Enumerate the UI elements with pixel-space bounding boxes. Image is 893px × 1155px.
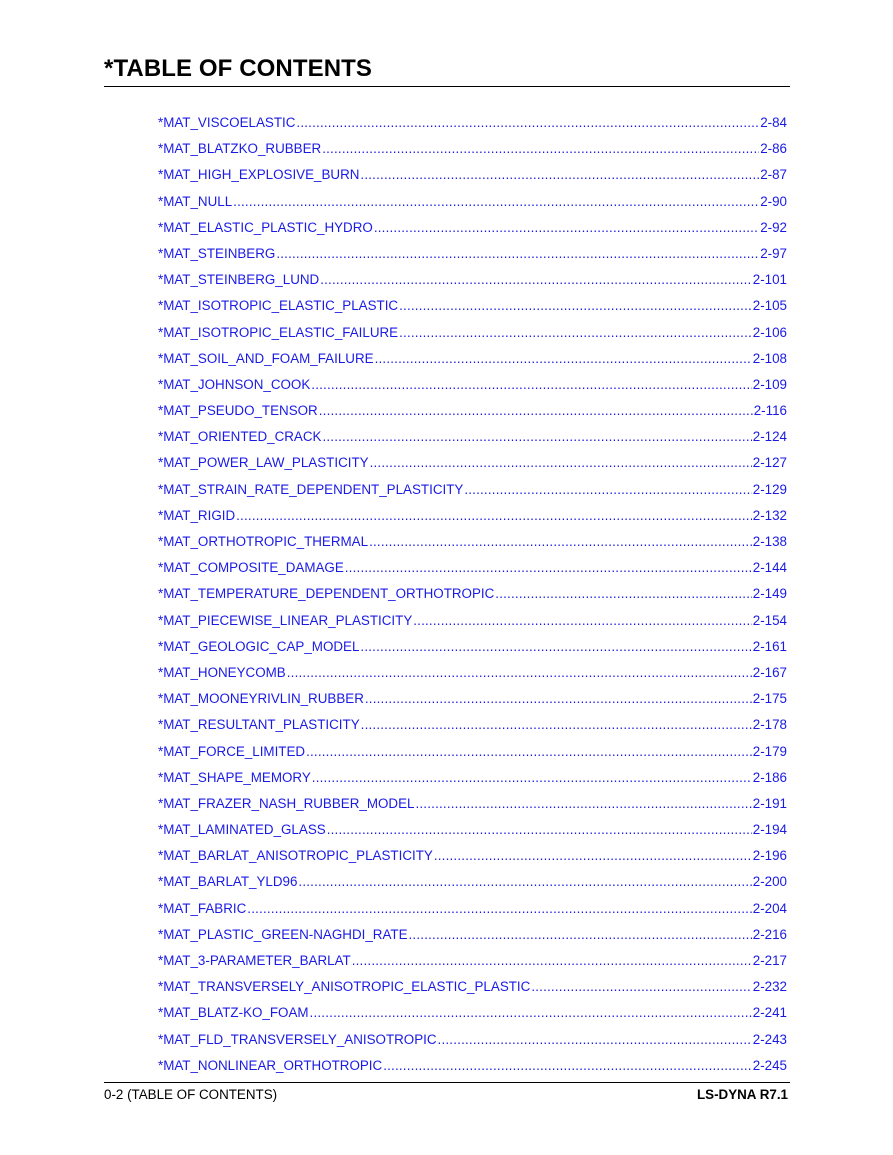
toc-entry-page-number[interactable]: 2-129 bbox=[752, 481, 787, 497]
toc-entry[interactable] bbox=[158, 925, 787, 951]
toc-entry[interactable] bbox=[158, 794, 787, 820]
toc-entry-page-number[interactable]: 2-116 bbox=[753, 403, 787, 419]
toc-entry-label[interactable]: *MAT_FLD_TRANSVERSELY_ANISOTROPIC bbox=[158, 1031, 437, 1047]
toc-entry[interactable] bbox=[158, 375, 787, 401]
toc-entry[interactable] bbox=[158, 244, 787, 270]
toc-entry-page-number[interactable]: 2-87 bbox=[760, 167, 787, 183]
toc-entry-page-number[interactable]: 2-178 bbox=[752, 717, 787, 733]
toc-entry-page-number[interactable]: 2-216 bbox=[752, 926, 787, 942]
toc-entry[interactable] bbox=[158, 323, 787, 349]
toc-entry-label[interactable]: *MAT_LAMINATED_GLASS bbox=[158, 822, 326, 838]
toc-entry-page-number[interactable]: 2-127 bbox=[752, 455, 787, 471]
toc-entry-page-number[interactable]: 2-191 bbox=[752, 795, 787, 811]
toc-entry-label[interactable]: *MAT_POWER_LAW_PLASTICITY bbox=[158, 455, 369, 471]
toc-entry-page-number[interactable]: 2-175 bbox=[752, 691, 787, 707]
toc-dot-leader bbox=[322, 139, 759, 159]
toc-entry-page-number[interactable]: 2-105 bbox=[752, 298, 787, 314]
toc-entry-page-number[interactable]: 2-84 bbox=[760, 115, 787, 130]
toc-entry-label[interactable]: *MAT_SOIL_AND_FOAM_FAILURE bbox=[158, 350, 374, 366]
toc-entry-label[interactable]: *MAT_ELASTIC_PLASTIC_HYDRO bbox=[158, 219, 373, 235]
toc-entry-label[interactable]: *MAT_VISCOELASTIC bbox=[158, 115, 296, 130]
toc-entry[interactable] bbox=[158, 480, 787, 506]
toc-entry[interactable] bbox=[158, 506, 787, 532]
toc-entry-page-number[interactable]: 2-241 bbox=[752, 1005, 787, 1021]
toc-entry-page-number[interactable]: 2-154 bbox=[752, 612, 787, 628]
toc-dot-leader bbox=[322, 427, 751, 447]
toc-entry-label[interactable]: *MAT_HONEYCOMB bbox=[158, 664, 286, 680]
toc-entry-label[interactable]: *MAT_FORCE_LIMITED bbox=[158, 743, 306, 759]
toc-entry[interactable] bbox=[158, 872, 787, 898]
toc-entry-page-number[interactable]: 2-243 bbox=[752, 1031, 787, 1047]
toc-entry-label[interactable]: *MAT_NONLINEAR_ORTHOTROPIC bbox=[158, 1057, 383, 1073]
toc-entry-page-number[interactable]: 2-161 bbox=[752, 638, 787, 654]
toc-entry[interactable] bbox=[158, 192, 787, 218]
toc-entry-page-number[interactable]: 2-90 bbox=[760, 193, 787, 209]
toc-entry-label[interactable]: *MAT_RIGID bbox=[158, 507, 236, 523]
toc-dot-leader bbox=[360, 165, 759, 185]
toc-entry-page-number[interactable]: 2-108 bbox=[752, 350, 787, 366]
toc-entry[interactable] bbox=[158, 1056, 787, 1082]
toc-dot-leader bbox=[276, 244, 759, 264]
toc-entry[interactable] bbox=[158, 218, 787, 244]
toc-dot-leader bbox=[374, 218, 759, 238]
toc-entry[interactable] bbox=[158, 139, 787, 165]
toc-entry-page-number[interactable]: 2-245 bbox=[752, 1057, 787, 1073]
toc-entry[interactable] bbox=[158, 1003, 787, 1029]
toc-entry[interactable] bbox=[158, 820, 787, 846]
toc-entry[interactable] bbox=[158, 768, 787, 794]
toc-dot-leader bbox=[287, 663, 752, 683]
toc-dot-leader bbox=[360, 637, 751, 657]
toc-entry-label[interactable]: *MAT_BLATZ-KO_FOAM bbox=[158, 1005, 309, 1021]
toc-entry-label[interactable]: *MAT_STEINBERG bbox=[158, 245, 276, 261]
toc-entry[interactable] bbox=[158, 401, 787, 427]
toc-entry-label[interactable]: *MAT_STEINBERG_LUND bbox=[158, 272, 320, 288]
toc-entry-page-number[interactable]: 2-194 bbox=[752, 822, 787, 838]
toc-entry-label[interactable]: *MAT_TRANSVERSELY_ANISOTROPIC_ELASTIC_PLASTIC bbox=[158, 979, 531, 995]
toc-dot-leader bbox=[306, 742, 752, 762]
toc-entry-label[interactable]: *MAT_PSEUDO_TENSOR bbox=[158, 403, 318, 419]
toc-dot-leader bbox=[311, 375, 751, 395]
toc-dot-leader bbox=[399, 323, 752, 343]
toc-entry[interactable] bbox=[158, 349, 787, 375]
toc-dot-leader bbox=[327, 820, 752, 840]
toc-entry-page-number[interactable]: 2-232 bbox=[752, 979, 787, 995]
toc-dot-leader bbox=[370, 453, 752, 473]
toc-entry[interactable] bbox=[158, 296, 787, 322]
toc-entry-page-number[interactable]: 2-132 bbox=[752, 507, 787, 523]
toc-entry[interactable] bbox=[158, 165, 787, 191]
toc-entry[interactable] bbox=[158, 558, 787, 584]
toc-entry-label[interactable]: *MAT_RESULTANT_PLASTICITY bbox=[158, 717, 360, 733]
toc-dot-leader bbox=[369, 532, 752, 552]
toc-entry[interactable] bbox=[158, 453, 787, 479]
toc-entry-page-number[interactable]: 2-200 bbox=[752, 874, 787, 890]
toc-entry-label[interactable]: *MAT_ORTHOTROPIC_THERMAL bbox=[158, 534, 369, 549]
toc-entry-label[interactable]: *MAT_3-PARAMETER_BARLAT bbox=[158, 953, 351, 968]
toc-entry-page-number[interactable]: 2-144 bbox=[752, 560, 787, 576]
toc-dot-leader bbox=[312, 768, 752, 788]
toc-dot-leader bbox=[409, 925, 752, 945]
toc-entry[interactable] bbox=[158, 584, 787, 610]
toc-entry-label[interactable]: *MAT_HIGH_EXPLOSIVE_BURN bbox=[158, 167, 360, 183]
toc-entry-page-number[interactable]: 2-204 bbox=[752, 900, 787, 916]
page-header bbox=[104, 54, 790, 87]
toc-dot-leader bbox=[345, 558, 752, 578]
toc-dot-leader bbox=[365, 689, 752, 709]
toc-entry[interactable] bbox=[158, 1030, 787, 1056]
toc-entry[interactable] bbox=[158, 846, 787, 872]
toc-entry-page-number[interactable]: 2-106 bbox=[752, 324, 787, 340]
toc-entry-label[interactable]: *MAT_PLASTIC_GREEN-NAGHDI_RATE bbox=[158, 926, 408, 942]
toc-entry-label[interactable]: *MAT_FABRIC bbox=[158, 900, 247, 916]
toc-entry-page-number[interactable]: 2-97 bbox=[760, 245, 787, 261]
footer-product-label: LS-DYNA R7.1 bbox=[696, 1087, 788, 1102]
toc-dot-leader bbox=[352, 951, 752, 971]
toc-entry-label[interactable]: *MAT_PIECEWISE_LINEAR_PLASTICITY bbox=[158, 612, 413, 628]
toc-entry-page-number[interactable]: 2-92 bbox=[760, 219, 787, 235]
toc-entry-label[interactable]: *MAT_TEMPERATURE_DEPENDENT_ORTHOTROPIC bbox=[158, 586, 495, 602]
toc-dot-leader bbox=[531, 977, 751, 997]
toc-dot-leader bbox=[434, 846, 752, 866]
toc-entry[interactable] bbox=[158, 113, 787, 139]
page-footer bbox=[104, 1082, 790, 1107]
toc-dot-leader bbox=[298, 872, 751, 892]
page-title: *TABLE OF CONTENTS bbox=[104, 55, 373, 82]
toc-entry[interactable] bbox=[158, 951, 787, 977]
toc-entry-label[interactable]: *MAT_ISOTROPIC_ELASTIC_FAILURE bbox=[158, 324, 399, 340]
toc-entry[interactable] bbox=[158, 899, 787, 925]
toc-dot-leader bbox=[247, 899, 751, 919]
toc-dot-leader bbox=[319, 401, 753, 421]
toc-entry-page-number[interactable]: 2-86 bbox=[760, 141, 787, 157]
toc-entry[interactable] bbox=[158, 977, 787, 1003]
toc-entry-page-number[interactable]: 2-167 bbox=[752, 664, 787, 680]
toc-entry-label[interactable]: *MAT_BARLAT_ANISOTROPIC_PLASTICITY bbox=[158, 848, 433, 864]
toc-dot-leader bbox=[413, 611, 752, 631]
toc-entry-page-number[interactable]: 2-124 bbox=[752, 429, 787, 445]
toc-entry[interactable] bbox=[158, 742, 787, 768]
toc-entry[interactable] bbox=[158, 715, 787, 741]
toc-entry-label[interactable]: *MAT_MOONEYRIVLIN_RUBBER bbox=[158, 691, 364, 707]
toc-list bbox=[158, 113, 787, 1082]
toc-dot-leader bbox=[495, 584, 751, 604]
toc-entry[interactable] bbox=[158, 689, 787, 715]
footer-page-label: 0-2 (TABLE OF CONTENTS) bbox=[104, 1087, 278, 1102]
toc-entry-label[interactable]: *MAT_GEOLOGIC_CAP_MODEL bbox=[158, 638, 360, 654]
toc-dot-leader bbox=[296, 113, 759, 133]
toc-entry[interactable] bbox=[158, 427, 787, 453]
toc-entry-label[interactable]: *MAT_STRAIN_RATE_DEPENDENT_PLASTICITY bbox=[158, 481, 464, 497]
toc-entry-page-number[interactable]: 2-179 bbox=[752, 743, 787, 759]
toc-dot-leader bbox=[438, 1030, 752, 1050]
toc-dot-leader bbox=[415, 794, 751, 814]
toc-entry-page-number[interactable]: 2-217 bbox=[752, 953, 787, 968]
toc-entry-page-number[interactable]: 2-149 bbox=[752, 586, 787, 602]
toc-dot-leader bbox=[361, 715, 752, 735]
toc-entry-label[interactable]: *MAT_NULL bbox=[158, 193, 233, 209]
toc-entry[interactable] bbox=[158, 270, 787, 296]
toc-entry[interactable] bbox=[158, 611, 787, 637]
toc-entry-label[interactable]: *MAT_BARLAT_YLD96 bbox=[158, 874, 298, 890]
toc-entry-page-number[interactable]: 2-138 bbox=[752, 534, 787, 549]
toc-entry-label[interactable]: *MAT_FRAZER_NASH_RUBBER_MODEL bbox=[158, 795, 415, 811]
toc-entry-label[interactable]: *MAT_ISOTROPIC_ELASTIC_PLASTIC bbox=[158, 298, 399, 314]
toc-dot-leader bbox=[236, 506, 752, 526]
toc-dot-leader bbox=[399, 296, 752, 316]
toc-dot-leader bbox=[233, 192, 759, 212]
toc-entry-page-number[interactable]: 2-101 bbox=[752, 272, 787, 288]
toc-entry[interactable] bbox=[158, 663, 787, 689]
toc-entry-page-number[interactable]: 2-109 bbox=[752, 376, 787, 392]
toc-entry-label[interactable]: *MAT_JOHNSON_COOK bbox=[158, 376, 311, 392]
toc-entry-label[interactable]: *MAT_ORIENTED_CRACK bbox=[158, 429, 322, 445]
toc-entry-label[interactable]: *MAT_BLATZKO_RUBBER bbox=[158, 141, 322, 157]
toc-dot-leader bbox=[375, 349, 752, 369]
toc-entry-page-number[interactable]: 2-186 bbox=[752, 769, 787, 785]
toc-entry-page-number[interactable]: 2-196 bbox=[752, 848, 787, 864]
toc-entry[interactable] bbox=[158, 532, 787, 558]
toc-entry-label[interactable]: *MAT_SHAPE_MEMORY bbox=[158, 769, 311, 785]
toc-entry[interactable] bbox=[158, 637, 787, 663]
toc-dot-leader bbox=[464, 480, 751, 500]
toc-entry-label[interactable]: *MAT_COMPOSITE_DAMAGE bbox=[158, 560, 344, 576]
toc-dot-leader bbox=[383, 1056, 752, 1076]
toc-dot-leader bbox=[310, 1003, 752, 1023]
toc-dot-leader bbox=[320, 270, 752, 290]
